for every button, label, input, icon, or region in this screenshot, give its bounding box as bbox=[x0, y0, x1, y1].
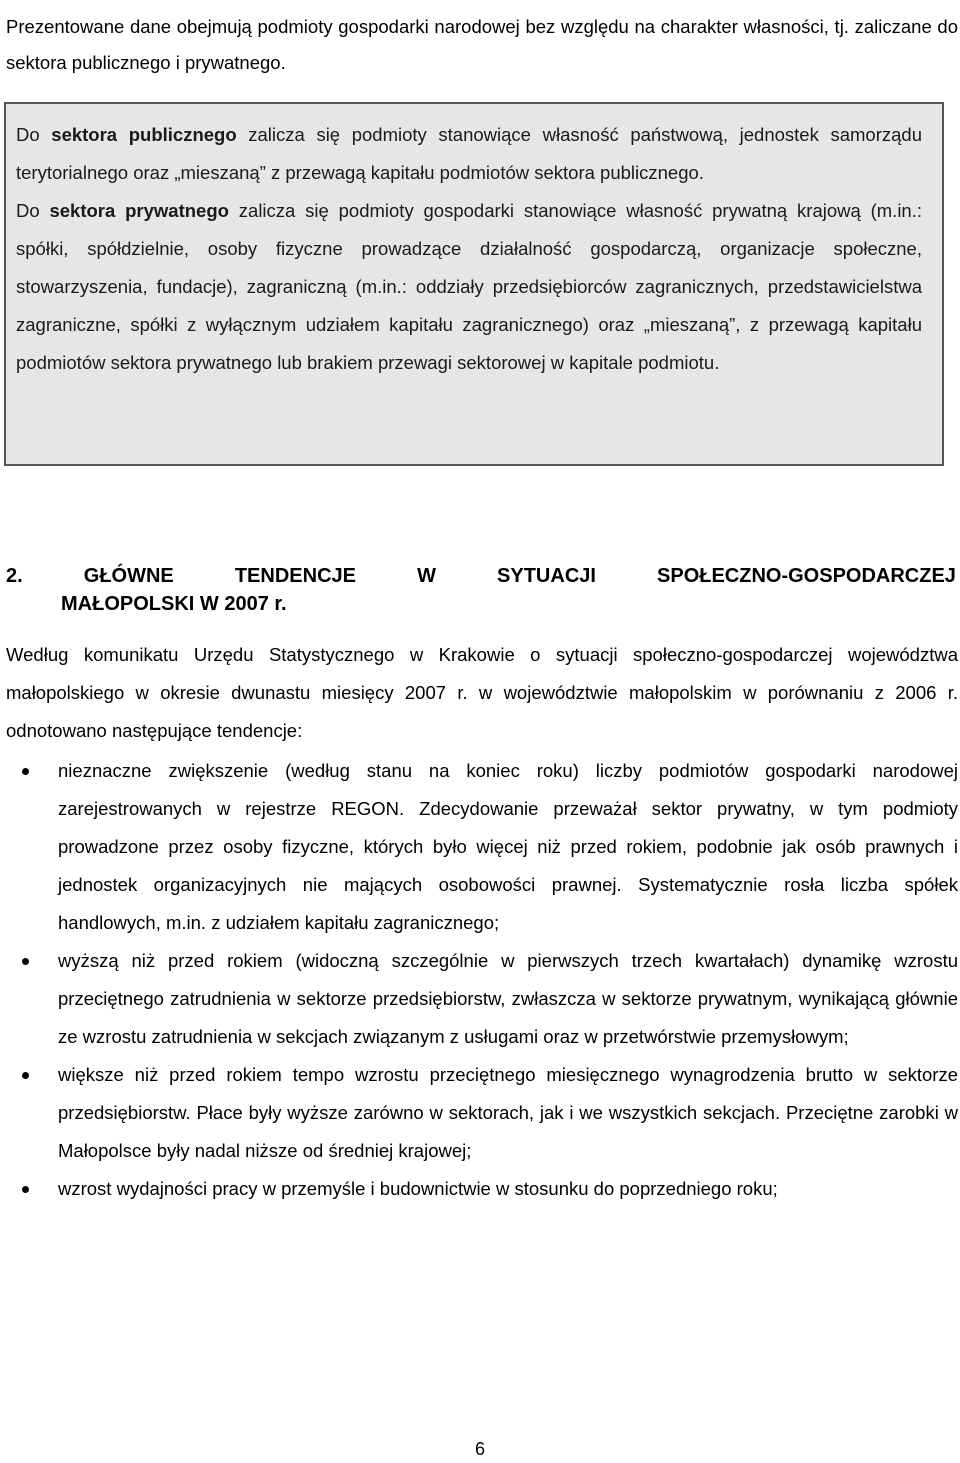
public-sector-term: sektora publicznego bbox=[51, 124, 237, 145]
list-item bbox=[0, 752, 958, 942]
private-sector-term: sektora prywatnego bbox=[49, 200, 229, 221]
list-item-text: nieznaczne zwiększenie (według stanu na koniec roku) liczby podmiotów gospodarki narodowej zarejestrowanych w rejestrze REGON. Zdecydowanie przeważał sektor prywatny, w tym podmioty prowadzone przez osoby fizyczne, których było więcej niż przed rokiem, podobnie jak osób prawnych i jednostek organizacyjnych nie mających osobowości prawnej. Systematycznie rosła liczba spółek handlowych, m.in. z udziałem kapitału zagranicznego; bbox=[58, 760, 958, 933]
public-sector-definition bbox=[16, 116, 922, 192]
private-sector-text: zalicza się podmioty gospodarki stanowiące własność prywatną krajową (m.in.: spółki, spółdzielnie, osoby fizyczne prowadzące działalność gospodarczą, organizacje społeczne, stowarzyszenia, fundacje), zagraniczną (m.in.: oddziały przedsiębiorców zagranicznych, przedstawicielstwa zagraniczne, spółki z wyłącznym udziałem kapitału zagranicznego) oraz „mieszaną”, z przewagą kapitału podmiotów sektora prywatnego lub brakiem przewagi sektorowej w kapitale podmiotu. bbox=[16, 200, 922, 373]
bullet-icon bbox=[22, 1072, 29, 1079]
list-item-text: wzrost wydajności pracy w przemyśle i budownictwie w stosunku do poprzedniego roku; bbox=[58, 1178, 778, 1199]
list-item bbox=[0, 1170, 958, 1208]
bullet-icon bbox=[22, 1186, 29, 1193]
section-heading-line1 bbox=[6, 562, 956, 590]
list-item-text: większe niż przed rokiem tempo wzrostu przeciętnego miesięcznego wynagrodzenia brutto w sektorze przedsiębiorstw. Płace były wyższe zarówno w sektorach, jak i we wszystkich sekcjach. Przeciętne zarobki w Małopolsce były nadal niższe od średniej krajowej; bbox=[58, 1064, 958, 1161]
list-item bbox=[0, 942, 958, 1056]
section-number: 2. bbox=[6, 565, 23, 587]
heading-word: SPOŁECZNO-GOSPODARCZEJ bbox=[657, 565, 956, 587]
section-heading bbox=[6, 562, 956, 618]
list-item bbox=[0, 1056, 958, 1170]
heading-word: W bbox=[417, 565, 436, 587]
private-sector-definition bbox=[16, 192, 922, 382]
list-item-text: wyższą niż przed rokiem (widoczną szczególnie w pierwszych trzech kwartałach) dynamikę wzrostu przeciętnego zatrudnienia w sektorze przedsiębiorstw, zwłaszcza w sektorze prywatnym, wynikającą głównie ze wzrostu zatrudnienia w sekcjach związanym z usługami oraz w przetwórstwie przemysłowym; bbox=[58, 950, 958, 1047]
page-number: 6 bbox=[474, 1439, 485, 1459]
heading-word: SYTUACJI bbox=[497, 565, 596, 587]
heading-word: GŁÓWNE bbox=[83, 565, 174, 587]
section-lead-paragraph: Według komunikatu Urzędu Statystycznego w Krakowie o sytuacji społeczno-gospodarczej województwa małopolskiego w okresie dwunastu miesięcy 2007 r. w województwie małopolskim w porównaniu z 2006 r. odnotowano następujące tendencje: bbox=[6, 644, 958, 741]
intro-paragraph: Prezentowane dane obejmują podmioty gospodarki narodowej bez względu na charakter własności, tj. zaliczane do sektora publicznego i prywatnego. bbox=[6, 15, 958, 73]
private-sector-prefix: Do bbox=[16, 200, 50, 221]
public-sector-text: zalicza się podmioty stanowiące własność państwową, jednostek samorządu terytorialnego oraz „mieszaną” z przewagą kapitału podmiotów sektora publicznego. bbox=[16, 124, 922, 183]
tendencies-list bbox=[0, 752, 958, 1208]
sector-definition-box bbox=[4, 102, 944, 466]
heading-word: TENDENCJE bbox=[234, 565, 356, 587]
public-sector-prefix: Do bbox=[16, 124, 52, 145]
section-heading-line2: MAŁOPOLSKI W 2007 r. bbox=[61, 593, 287, 615]
bullet-icon bbox=[22, 768, 29, 775]
bullet-icon bbox=[22, 958, 29, 965]
